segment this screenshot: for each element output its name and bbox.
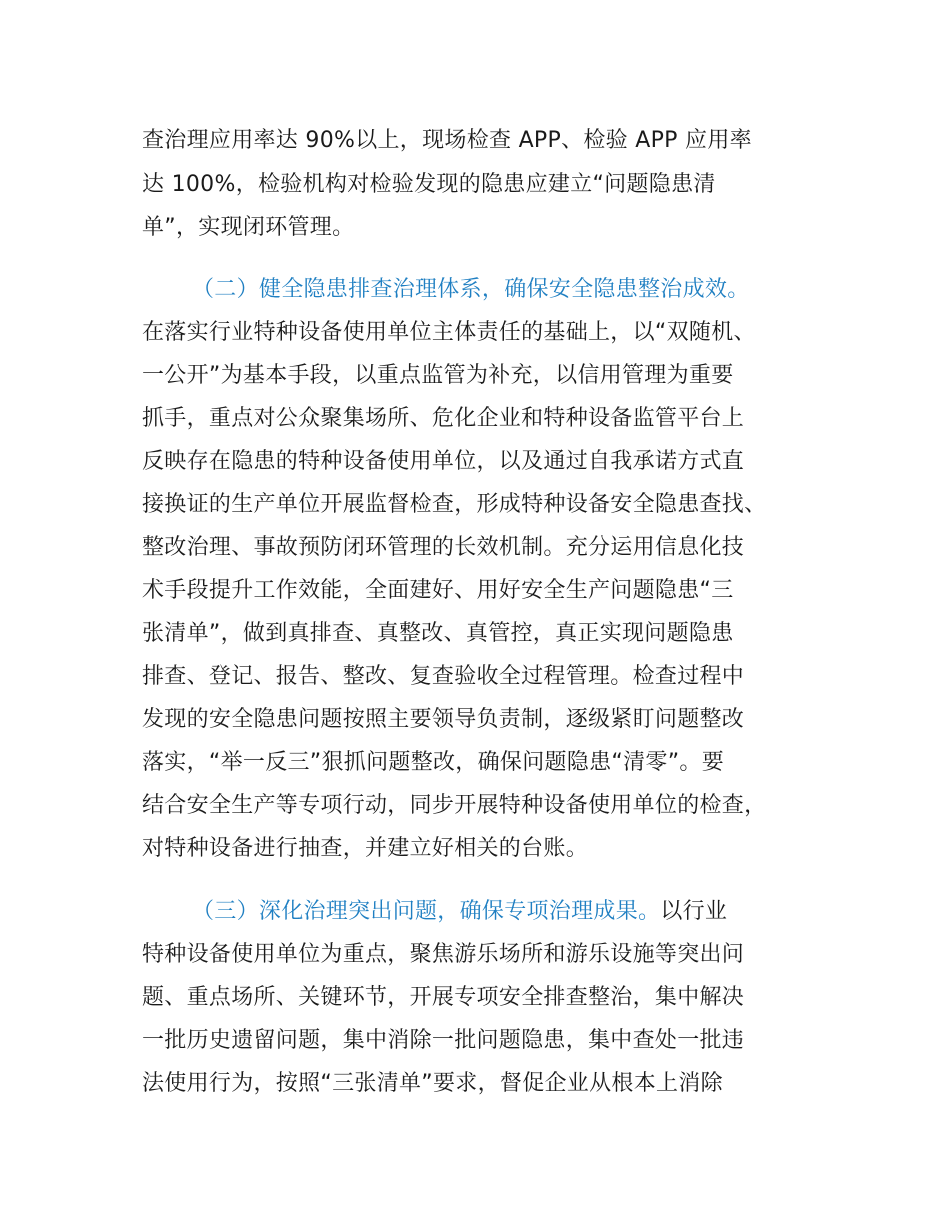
paragraph-line: 结合安全生产等专项行动，同步开展特种设备使用单位的检查， (142, 793, 767, 818)
paragraph-line: 整改治理、事故预防闭环管理的长效机制。充分运用信息化技 (142, 535, 745, 560)
paragraph-line: 接换证的生产单位开展监督检查，形成特种设备安全隐患查找、 (142, 492, 767, 517)
section-heading-tail: 以行业 (660, 899, 728, 924)
paragraph-line: 排查、登记、报告、整改、复查验收全过程管理。检查过程中 (142, 664, 745, 689)
paragraph-line: 发现的安全隐患问题按照主要领导负责制，逐级紧盯问题整改 (142, 707, 745, 732)
paragraph-line: 对特种设备进行抽查，并建立好相关的台账。 (142, 836, 589, 861)
section-heading: （三）深化治理突出问题，确保专项治理成果。 (192, 899, 661, 924)
paragraph-line: 反映存在隐患的特种设备使用单位，以及通过自我承诺方式直 (142, 449, 745, 474)
paragraph-line: 特种设备使用单位为重点，聚焦游乐场所和游乐设施等突出问 (142, 942, 745, 967)
paragraph-line: 法使用行为，按照“三张清单”要求，督促企业从根本上消除 (142, 1071, 723, 1096)
paragraph-line: 抓手，重点对公众聚集场所、危化企业和特种设备监管平台上 (142, 406, 745, 431)
section-heading: （二）健全隐患排查治理体系，确保安全隐患整治成效。 (192, 277, 750, 302)
paragraph-line: 落实，“举一反三”狠抓问题整改，确保问题隐患“清零”。要 (142, 750, 724, 775)
section-heading-line (192, 897, 727, 927)
paragraph-line: 一批历史遗留问题，集中消除一批问题隐患，集中查处一批违 (142, 1028, 745, 1053)
paragraph-line: 单”，实现闭环管理。 (142, 215, 355, 240)
paragraph-line: 一公开”为基本手段，以重点监管为补充，以信用管理为重要 (142, 363, 734, 388)
paragraph-line: 达 100%，检验机构对检验发现的隐患应建立“问题隐患清 (142, 172, 716, 197)
paragraph-line: 题、重点场所、关键环节，开展专项安全排查整治，集中解决 (142, 985, 745, 1010)
paragraph-line: 查治理应用率达 90%以上，现场检查 APP、检验 APP 应用率 (142, 128, 752, 153)
paragraph-line: 术手段提升工作效能，全面建好、用好安全生产问题隐患“三 (142, 578, 734, 603)
paragraph-line: 在落实行业特种设备使用单位主体责任的基础上，以“双随机、 (142, 320, 756, 345)
paragraph-line: 张清单”，做到真排查、真整改、真管控，真正实现问题隐患 (142, 621, 734, 646)
